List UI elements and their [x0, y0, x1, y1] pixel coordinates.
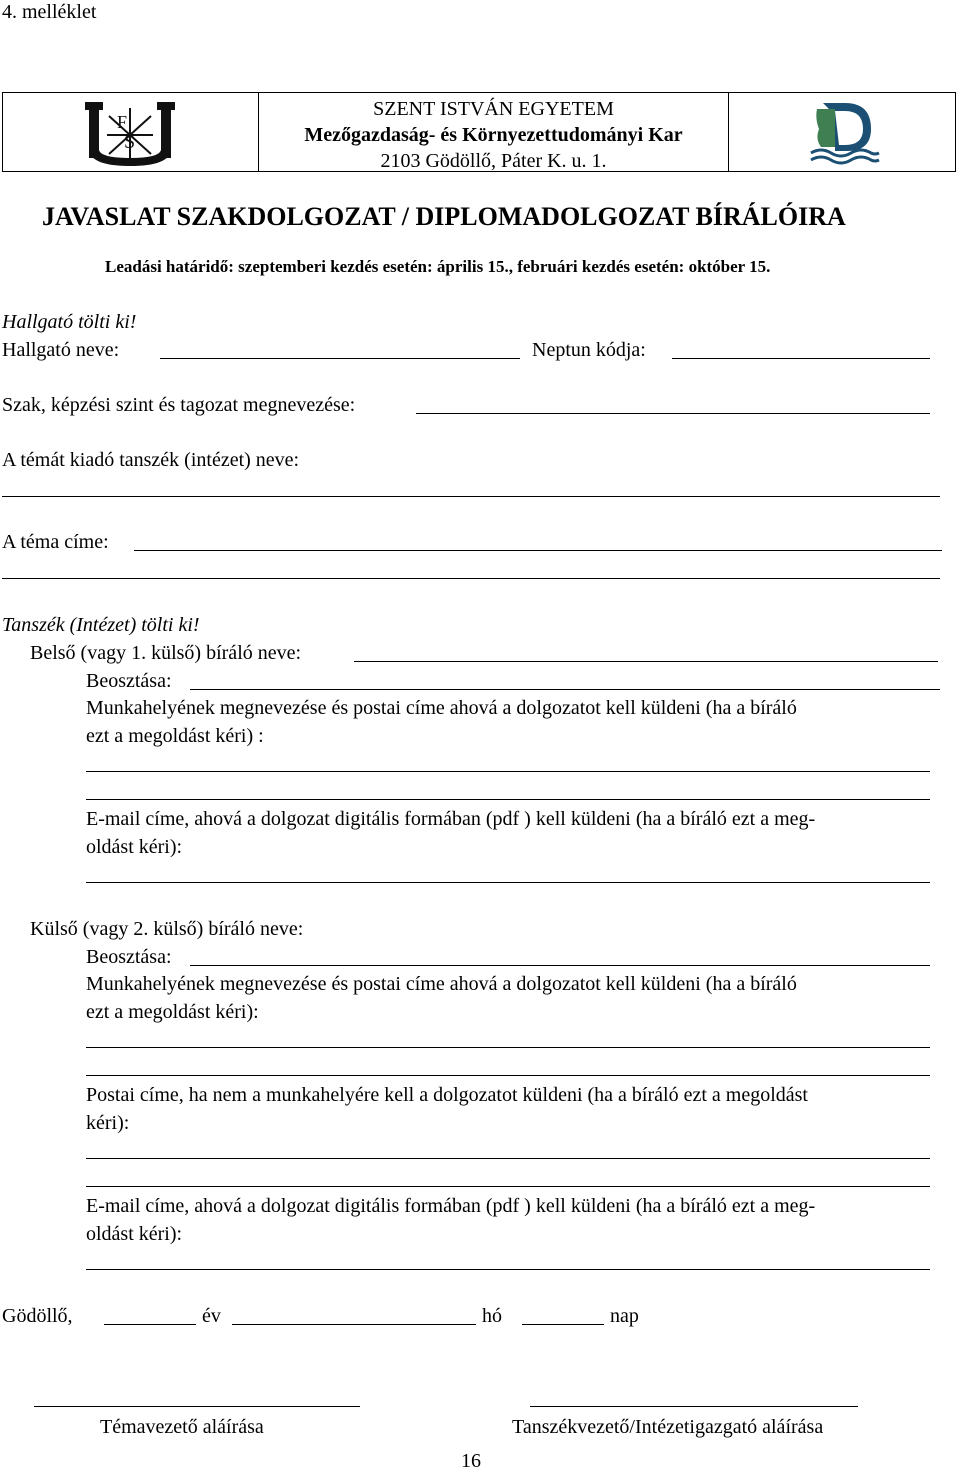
date-day-label: nap — [610, 1305, 639, 1327]
neptun-code-field[interactable] — [672, 358, 930, 359]
date-year-field[interactable] — [104, 1324, 196, 1325]
reviewer2-postal-field-1[interactable] — [86, 1158, 930, 1159]
date-year-label: év — [202, 1305, 221, 1327]
reviewer1-name-label: Belső (vagy 1. külső) bíráló neve: — [30, 642, 302, 664]
student-name-label: Hallgató neve: — [2, 339, 120, 361]
topic-title-field-2[interactable] — [2, 578, 940, 579]
header-left-cell — [3, 93, 259, 171]
student-section-heading: Hallgató tölti ki! — [2, 311, 137, 333]
faculty-name: Mezőgazdaság- és Környezettudományi Kar — [304, 124, 683, 146]
reviewer1-workplace-field-1[interactable] — [86, 771, 930, 772]
szie-logo-icon — [81, 98, 181, 168]
header-right-cell — [729, 93, 955, 171]
reviewer1-email-label-cont: oldást kéri): — [86, 836, 183, 858]
header-table — [2, 92, 956, 172]
reviewer1-email-label: E-mail címe, ahová a dolgozat digitális formában (pdf ) kell küldeni (ha a bíráló ezt a meg- — [86, 808, 816, 830]
university-name: SZENT ISTVÁN EGYETEM — [373, 98, 614, 120]
head-signature-line[interactable] — [530, 1406, 858, 1407]
reviewer1-position-field[interactable] — [190, 689, 940, 690]
deadline-text: Leadási határidő: szeptemberi kezdés esetén: április 15., februári kezdés esetén: október 15. — [105, 257, 771, 276]
reviewer2-name-label: Külső (vagy 2. külső) bíráló neve: — [30, 918, 304, 940]
reviewer2-email-label-cont: oldást kéri): — [86, 1223, 183, 1245]
reviewer1-position-label: Beosztása: — [86, 670, 172, 692]
reviewer1-workplace-label-cont: ezt a megoldást kéri) : — [86, 725, 264, 747]
reviewer2-position-field[interactable] — [190, 965, 930, 966]
page-number: 16 — [461, 1450, 481, 1472]
reviewer2-email-label: E-mail címe, ahová a dolgozat digitális formában (pdf ) kell küldeni (ha a bíráló ezt a meg- — [86, 1195, 816, 1217]
department-label: A témát kiadó tanszék (intézet) neve: — [2, 449, 300, 471]
reviewer2-postal-label: Postai címe, ha nem a munkahelyére kell a dolgozatot küldeni (ha a bíráló ezt a megoldást — [86, 1084, 808, 1106]
header-title-cell — [259, 93, 729, 171]
supervisor-signature-line[interactable] — [34, 1406, 360, 1407]
reviewer2-workplace-label: Munkahelyének megnevezése és postai címe ahová a dolgozatot kell küldeni (ha a bíráló — [86, 973, 797, 995]
student-name-field[interactable] — [160, 358, 520, 359]
reviewer2-position-label: Beosztása: — [86, 946, 172, 968]
program-field[interactable] — [416, 413, 930, 414]
supervisor-signature-label: Témavezető aláírása — [100, 1416, 264, 1438]
reviewer1-workplace-field-2[interactable] — [86, 799, 930, 800]
university-address: 2103 Gödöllő, Páter K. u. 1. — [380, 150, 607, 172]
reviewer2-workplace-field-1[interactable] — [86, 1047, 930, 1048]
annex-label: 4. melléklet — [2, 1, 97, 23]
reviewer2-postal-label-cont: kéri): — [86, 1112, 130, 1134]
reviewer2-email-field[interactable] — [86, 1269, 930, 1270]
reviewer2-workplace-label-cont: ezt a megoldást kéri): — [86, 1001, 259, 1023]
topic-title-field-1[interactable] — [134, 550, 942, 551]
reviewer2-postal-field-2[interactable] — [86, 1186, 930, 1187]
date-month-field[interactable] — [232, 1324, 476, 1325]
reviewer1-workplace-label: Munkahelyének megnevezése és postai címe ahová a dolgozatot kell küldeni (ha a bíráló — [86, 697, 797, 719]
department-field[interactable] — [2, 496, 940, 497]
reviewer1-email-field[interactable] — [86, 882, 930, 883]
date-month-label: hó — [482, 1305, 502, 1327]
program-label: Szak, képzési szint és tagozat megnevezése: — [2, 394, 356, 416]
form-title: JAVASLAT SZAKDOLGOZAT / DIPLOMADOLGOZAT BÍRÁLÓIRA — [42, 202, 846, 231]
date-day-field[interactable] — [522, 1324, 604, 1325]
topic-title-label: A téma címe: — [2, 531, 109, 553]
head-signature-label: Tanszékvezető/Intézetigazgató aláírása — [512, 1416, 824, 1438]
neptun-code-label: Neptun kódja: — [532, 339, 646, 361]
date-city-label: Gödöllő, — [2, 1305, 73, 1327]
reviewer2-workplace-field-2[interactable] — [86, 1075, 930, 1076]
svg-text:F: F — [117, 112, 128, 132]
faculty-logo-icon — [809, 99, 881, 167]
svg-text:S: S — [124, 131, 136, 153]
reviewer1-name-field[interactable] — [354, 661, 938, 662]
department-section-heading: Tanszék (Intézet) tölti ki! — [2, 614, 200, 636]
